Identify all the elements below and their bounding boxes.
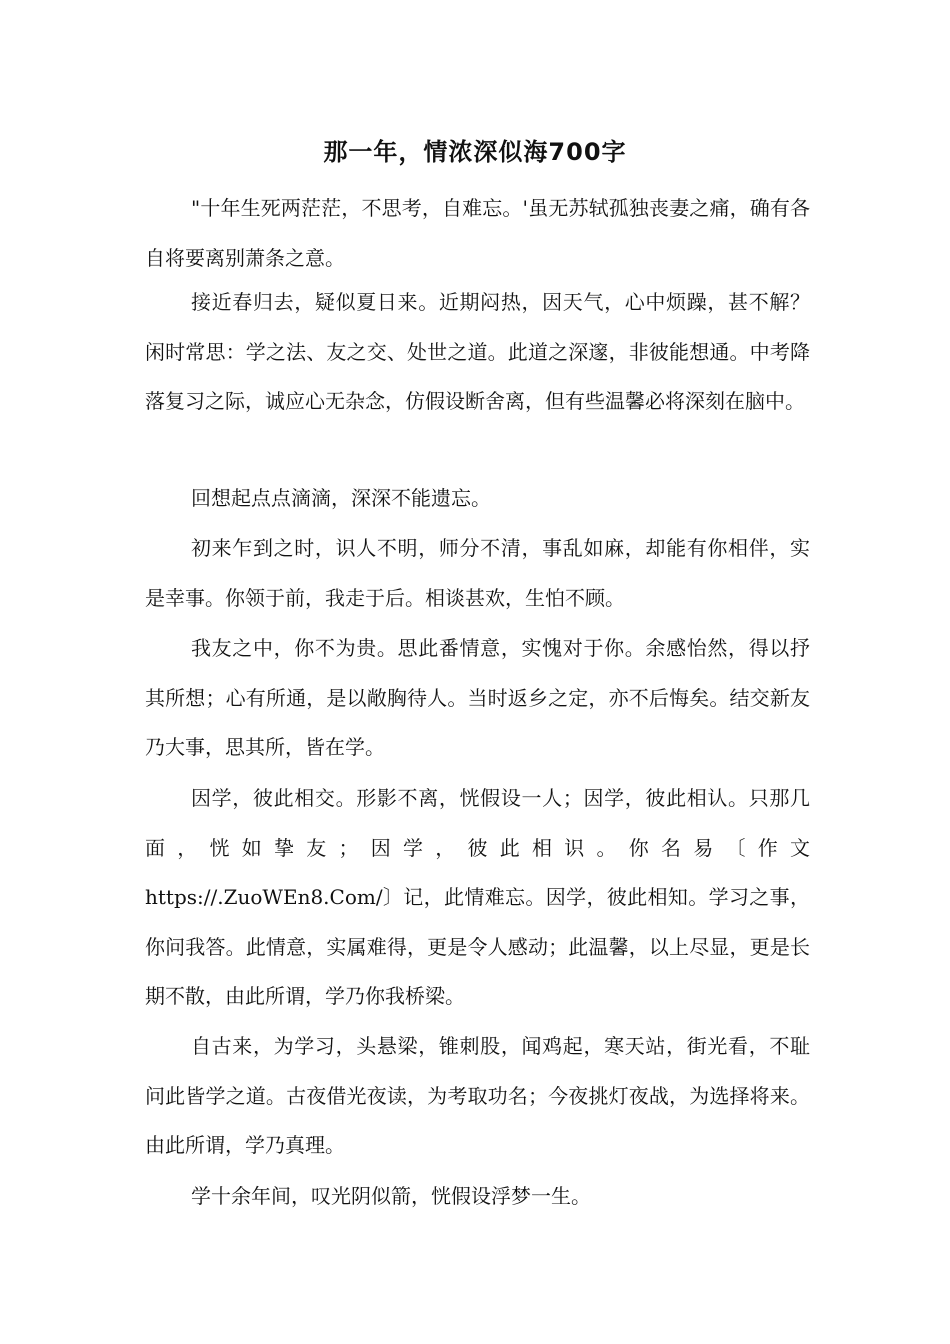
- paragraph-5: 我友之中，你不为贵。思此番情意，实愧对于你。余感怡然，得以抒其所想；心有所通，是以敞胸待人。当时返乡之定，亦不后悔矣。结交新友乃大事，思其所，皆在学。: [145, 636, 810, 760]
- paragraph-4: 初来乍到之时，识人不明，师分不清，事乱如麻，却能有你相伴，实是幸事。你领于前，我走于后。相谈甚欢，生怕不顾。: [145, 536, 810, 610]
- paragraph-6: 因学，彼此相交。形影不离，恍假设一人；因学，彼此相认。只那几面，恍如挚友；因学，彼此相识。你名易〔作文: [145, 786, 810, 860]
- paragraph-8: 学十余年间，叹光阴似箭，恍假设浮梦一生。: [191, 1184, 591, 1208]
- paragraph-1: "十年生死两茫茫，不思考，自难忘。'虽无苏轼孤独丧妻之痛，确有各自将要离别萧条之意。: [145, 196, 810, 270]
- paragraph-3: 回想起点点滴滴，深深不能遗忘。: [191, 486, 491, 510]
- paragraph-6-continued: https://.ZuoWEn8.Com/〕记，此情难忘。因学，彼此相知。学习之事，你问我答。此情意，实属难得，更是令人感动；此温馨，以上尽显，更是长期不散，由此所谓，学乃你我桥梁。: [145, 885, 810, 1009]
- paragraph-7: 自古来，为学习，头悬梁，锥刺股，闻鸡起，寒天站，街光看，不耻问此皆学之道。古夜借光夜读，为考取功名；今夜挑灯夜战，为选择将来。由此所谓，学乃真理。: [145, 1034, 810, 1158]
- paragraph-2: 接近春归去，疑似夏日来。近期闷热，因天气，心中烦躁，甚不解？闲时常思：学之法、友之交、处世之道。此道之深邃，非彼能想通。中考降落复习之际，诚应心无杂念，仿假设断舍离，但有些温馨必将深刻在脑中。: [145, 290, 810, 414]
- document-title: 那一年，情浓深似海700字: [323, 138, 627, 166]
